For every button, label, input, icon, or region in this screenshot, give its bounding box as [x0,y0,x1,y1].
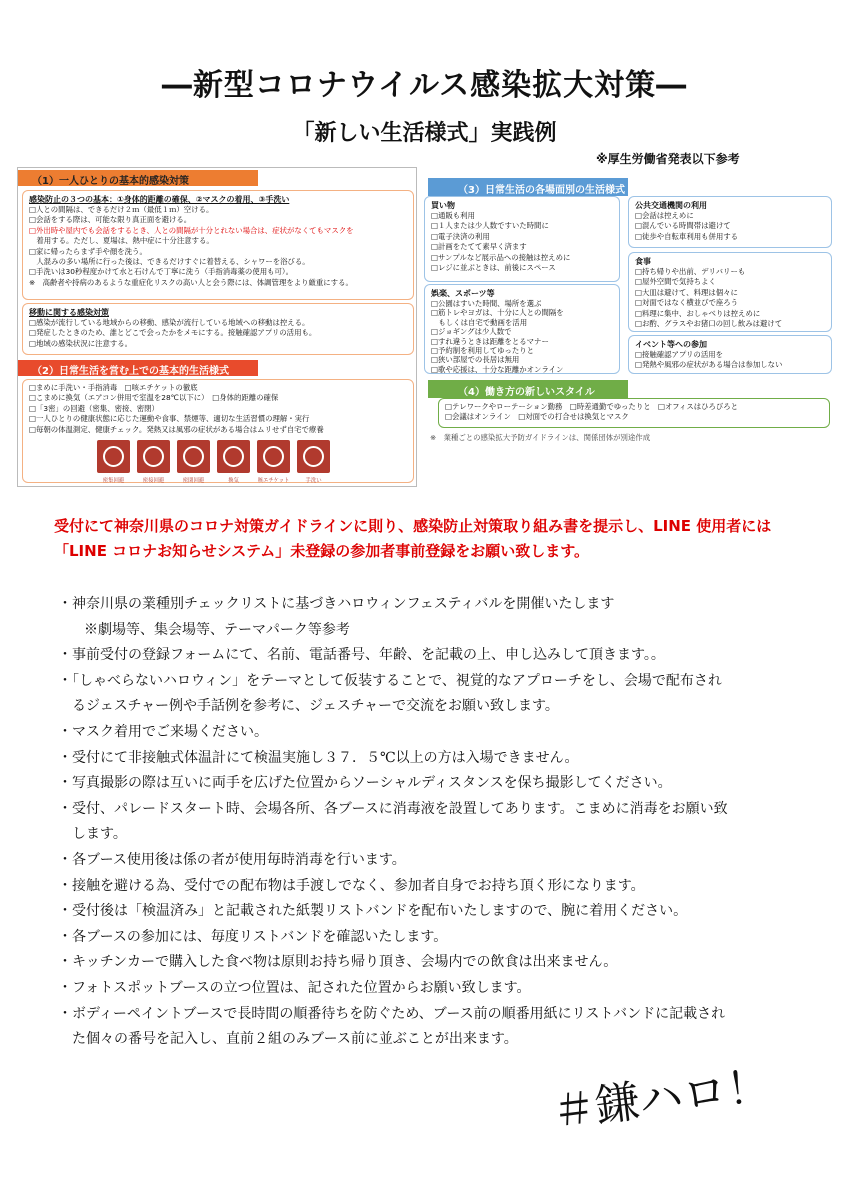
list-item: □毎朝の体温測定、健康チェック。発熱又は風邪の症状がある場合はムリせず自宅で療養 [29,424,324,434]
meal-list [635,267,825,329]
movement-measures-box [22,303,414,355]
sports-box [424,284,620,374]
rule-item: ・各ブース使用後は係の者が使用毎時消毒を行います。 [58,851,406,868]
list-item: □レジに並ぶときは、前後にスペース [431,263,556,273]
list-item: □人との間隔は、できるだけ２ｍ（最低１ｍ）空ける。 [29,205,214,214]
section2-header: （2）日常生活を営む上での基本的生活様式 [18,360,258,376]
rule-item: ・マスク着用でご来場ください。 [58,723,268,740]
notice-line: 「LINE コロナお知らせシステム」未登録の参加者事前登録をお願い致します。 [54,542,590,560]
list-item: □１人または少人数ですいた時間に [431,221,549,231]
transit-box [628,196,832,248]
rule-item: ・写真撮影の際は互いに両手を広げた位置からソーシャルディスタンスを保ち撮影してください。 [58,775,672,792]
list-item: □計画をたてて素早く済ます [431,242,527,252]
list-item: □狭い部屋での長居は無用 [431,355,520,365]
rule-item: ・「しゃべらないハロウィン」をテーマとして仮装することで、視覚的なアプローチをし、会場で配布され [58,672,722,689]
movement-measures-title: 移動に関する感染対策 [29,308,109,317]
page-title: ―新型コロナウイルス感染拡大対策― [161,68,688,103]
list-item: □発熱や風邪の症状がある場合は参加しない [635,360,783,370]
list-item: □持ち帰りや出前、デリバリーも [635,267,746,276]
list-item: □筋トレやヨガは、十分に人との間隔を [431,308,564,318]
basic-measures-box [22,190,414,300]
rule-item: ・受付、パレードスタート時、会場各所、各ブースに消毒液を設置してあります。こまめに消毒をお願い致 [58,800,728,817]
list-item: □感染が流行している地域からの移動、感染が流行している地域への移動は控える。 [29,318,310,327]
list-item: ※ 高齢者や持病のあるような重症化リスクの高い人と会う際には、体調管理をより厳重にする。 [29,277,353,287]
list-item: □会話は控えめに [635,211,694,220]
rule-item-continuation: します。 [72,826,127,843]
list-item: □地域の感染状況に注意する。 [29,338,133,348]
section1-header: （1）一人ひとりの基本的感染対策 [18,170,258,186]
list-item: □こまめに換気（エアコン併用で室温を28℃以下に） □身体的距離の確保 [29,393,279,403]
list-item: □家に帰ったらまず手や顔を洗う。 [29,246,147,256]
event-rules-list [58,592,803,1053]
sports-title: 娯楽、スポーツ等 [431,289,495,298]
list-item: □外出時や屋内でも会話をするとき、人との間隔が十分とれない場合は、症状がなくてもマスクを [29,225,354,235]
list-item: □予約制を利用してゆったりと [431,346,534,356]
work-style-list [445,402,823,423]
list-item: 着用する。ただし、夏場は、熱中症に十分注意する。 [29,236,214,246]
list-item: □手洗いは30秒程度かけて水と石けんで丁寧に洗う（手指消毒薬の使用も可）。 [29,267,293,277]
icon-label: 密集回避 [102,478,125,484]
list-item: □一人ひとりの健康状態に応じた運動や食事、禁煙等、適切な生活習慣の理解・実行 [29,414,310,424]
list-item: □「3密」の回避（密集、密接、密閉） [29,403,159,413]
event-title: イベント等への参加 [635,340,707,349]
icon-label: 手洗い [305,478,322,484]
shopping-list [431,211,613,273]
hand-wash-icon [297,440,330,484]
shopping-box [424,196,620,282]
list-item: □公園はすいた時間、場所を選ぶ [431,299,542,308]
event-box [628,335,832,374]
list-item: □まめに手洗い・手指消毒 □咳エチケットの徹底 [29,383,198,392]
work-style-box [438,398,830,428]
list-item: □屋外空間で気持ちよく [635,277,716,287]
list-item: □徒歩や自転車利用も併用する [635,231,739,241]
list-item: 人混みの多い場所に行った後は、できるだけすぐに着替える、シャワーを浴びる。 [29,257,310,267]
rule-item: ・神奈川県の業種別チェックリストに基づきハロウィンフェスティバルを開催いたします [58,596,615,612]
shopping-title: 買い物 [431,201,455,210]
rule-item: ・各ブースの参加には、毎度リストバンドを確認いたします。 [58,928,448,945]
list-item: □電子決済の利用 [431,231,490,241]
movement-measures-list [29,318,407,349]
notice-line: 受付にて神奈川県のコロナ対策ガイドラインに則り、感染防止対策取り組み書を提示し、LINE 使用者には [54,517,772,535]
list-item: □対面ではなく横並びで座ろう [635,298,739,308]
list-item: □発症したときのため、誰とどこで会ったかをメモにする。接触確認アプリの活用も。 [29,328,317,338]
list-item: □ジョギングは少人数で [431,327,512,337]
list-item: □すれ違うときは距離をとるマナー [431,336,549,346]
list-item: □会話をする際は、可能な限り真正面を避ける。 [29,215,192,225]
list-item: □会議はオンライン □対面での打合せは換気とマスク [445,412,629,422]
transit-title: 公共交通機関の利用 [635,201,707,210]
rule-item: ・フォトスポットブースの立つ位置は、記された位置からお願い致します。 [58,979,531,996]
basic-measures-title: 感染防止の３つの基本：①身体的距離の確保、②マスクの着用、③手洗い [29,195,290,204]
pictogram-row [97,440,331,484]
list-item: □料理に集中、おしゃべりは控えめに [635,308,761,318]
event-list [635,350,825,371]
sports-list [431,299,613,374]
rule-item: ・接触を避ける為、受付での配布物は手渡しでなく、参加者自身でお持ち頂く形になります。 [58,877,645,894]
transit-list [635,211,825,242]
cough-etiquette-icon [257,440,290,484]
section3-header: （3）日常生活の各場面別の生活様式 [428,178,628,196]
list-item: □歌や応援は、十分な距離かオンライン [431,364,564,374]
basic-measures-list [29,205,407,288]
rule-item: ・キッチンカーで購入した食べ物は原則お持ち帰り頂き、会場内での飲食は出来ません。 [58,954,618,971]
icon-label: 換気 [228,478,239,484]
icon-label: 咳エチケット [257,478,290,484]
ventilation-icon [217,440,250,484]
rule-note: ※劇場等、集会場等、テーマパーク等参考 [84,621,350,638]
daily-life-list [29,383,407,435]
list-item: □テレワークやローテーション勤務 □時差通勤でゆったりと □オフィスはひろびろと [445,402,739,411]
closed-space-icon [177,440,210,484]
rule-item: ・受付後は「検温済み」と記載された紙製リストバンドを配布いたしますので、腕に着用ください。 [58,903,688,920]
list-item: □お酌、グラスやお猪口の回し飲みは避けて [635,319,783,329]
list-item: もしくは自宅で動画を活用 [431,317,528,327]
rule-item: ・ボディーペイントブースで長時間の順番待ちを防ぐため、ブース前の順番用紙にリストバンドに記載され [58,1005,726,1022]
rule-item-continuation: た個々の番号を記入し、直前２組のみブース前に並ぶことが出来ます。 [72,1031,518,1048]
section4-header: （4）働き方の新しいスタイル [428,380,628,398]
rule-item: ・受付にて非接触式体温計にて検温実施し３７．５℃以上の方は入場できません。 [58,749,579,766]
meal-box [628,252,832,332]
registration-notice [54,514,814,564]
page-subtitle: 「新しい生活様式」実践例 [292,121,557,146]
list-item: □大皿は避けて、料理は個々に [635,287,738,297]
hashtag-handwriting: ＃鎌ハロ！ [548,1060,774,1138]
list-item: □混んでいる時間帯は避けて [635,221,731,231]
list-item: □サンプルなど展示品への接触は控えめに [431,252,571,262]
icon-label: 密接回避 [142,478,165,484]
meal-title: 食事 [635,257,651,266]
list-item: □通販も利用 [431,211,475,220]
close-contact-icon [137,440,170,484]
crowd-icon [97,440,130,484]
list-item: □接触確認アプリの活用を [635,350,723,359]
icon-label: 密閉回避 [182,478,205,484]
source-note: ※厚生労働省発表以下参考 [596,152,740,166]
rule-item: ・事前受付の登録フォームにて、名前、電話番号、年齢、を記載の上、申し込みして頂きます。。 [58,647,665,664]
rule-item-continuation: るジェスチャー例や手話例を参考に、ジェスチャーで交流をお願い致します。 [72,698,559,715]
guideline-footnote: ※ 業種ごとの感染拡大予防ガイドラインは、関係団体が別途作成 [430,433,651,442]
